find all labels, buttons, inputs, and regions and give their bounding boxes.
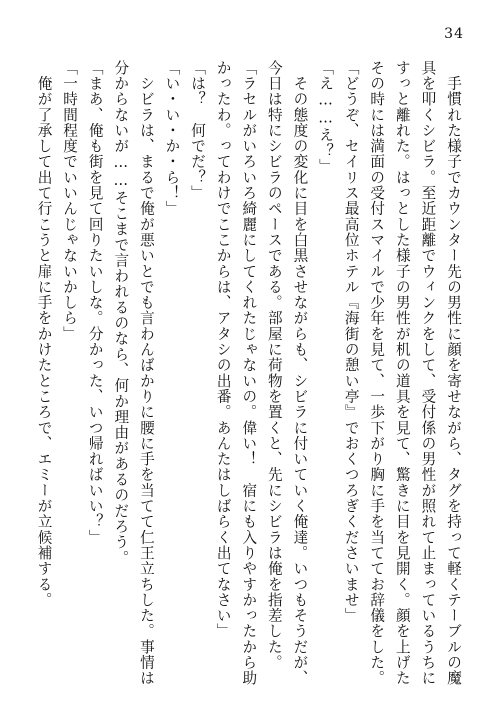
text-line: その態度の変化に目を白黒させながらも、シビラに付いていく俺達。いつもそうだが、 [291,60,309,686]
text-line: かったわ。ってわけでここからは、アタシの出番。あんたはしばらく出てなさい」 [214,60,232,640]
text-line: 俺が了承して出て行こうと扉に手をかけたところで、エミーが立候補する。 [35,60,53,608]
text-line: シビラは、まるで俺が悪いとでも言わんばかりに腰に手を当てて仁王立ちした。事情は [137,60,155,686]
text-line: 手慣れた様子でカウンター先の男性に顔を寄せながら、タグを持って軽くテーブルの魔 [445,60,462,686]
text-line: 「は？ 何でだ？」 [189,60,207,201]
page-number: 34 [444,26,464,42]
text-line: 今日は特にシビラのペースである。部屋に荷物を置くと、先にシビラは俺を指差した。 [265,60,283,671]
text-line: 具を叩くシビラ。至近距離でウィンクをして、受付係の男性が照れて止まっているうちに [419,60,437,686]
text-line: すっと離れた。はっとした様子の男性が机の道具を見て、驚きに目を見開く。顔を上げた [393,60,411,686]
text-line: 「い・い・か・ら！」 [163,60,181,217]
text-line: その時には満面の受付スマイルで少年を見て、一歩下がり胸に手を当ててお辞儀をした。 [368,60,386,686]
text-line: 分からないが……そこまで言われるのなら、何か理由があるのだろう。 [112,60,130,566]
body-text [31,60,466,686]
text-line: 「え……え？」 [317,60,335,175]
text-line: 「どうぞ、セイリス最高位ホテル『海街の憩い亭』でおくつろぎくださいませ」 [342,60,360,624]
text-line: 「ラセルがいろいろ綺麗にしてくれたじゃないの。偉い！ 宿にも入りやすかったから助 [240,60,258,686]
text-line: 「一時間程度でいいんじゃないかしら」 [61,60,79,342]
text-line: 「まあ、俺も街を見て回りたいしな。分かった、いつ帰ればいい？」 [86,60,104,546]
